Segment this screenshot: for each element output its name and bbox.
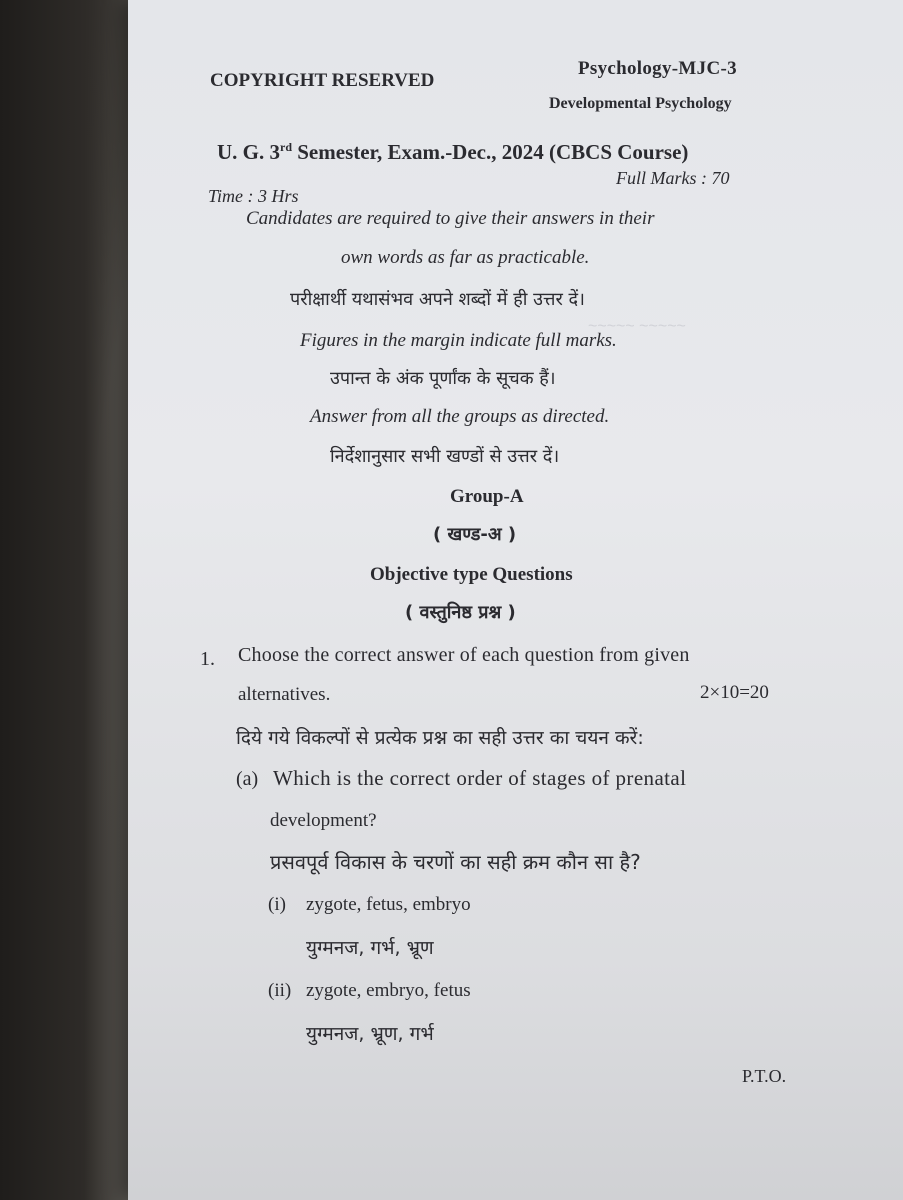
pto-label: P.T.O. [742,1066,787,1086]
instruction-line4: Answer from all the groups as directed. [310,406,610,427]
question-text-line1: Choose the correct answer of each question from given [238,644,690,666]
option-ii-text: zygote, embryo, fetus [306,980,471,1001]
part-a-label: (a) [236,768,259,790]
paper-title: Developmental Psychology [549,95,732,112]
option-i-text: zygote, fetus, embryo [306,894,471,915]
instruction-line1: Candidates are required to give their answers in their [246,208,655,229]
option-i-label: (i) [268,894,286,915]
option-ii-label: (ii) [268,980,292,1001]
time-label: Time : 3 Hrs [208,186,299,206]
course-code: Psychology-MJC-3 [578,58,737,79]
exam-line-post: Semester, Exam.-Dec., 2024 (CBCS Course) [292,140,689,164]
instruction-line3: Figures in the margin indicate full marks. [300,330,617,351]
question-text-line2: alternatives. [238,684,331,705]
question-number: 1. [200,648,215,670]
option-ii-hindi: युग्मनज, भ्रूण, गर्भ [306,1023,434,1045]
full-marks: Full Marks : 70 [616,168,730,188]
group-subtitle: Objective type Questions [370,564,573,585]
exam-line-pre: U. G. 3 [217,140,280,164]
instruction-line2: own words as far as practicable. [341,247,590,268]
question-text-hindi: दिये गये विकल्पों से प्रत्येक प्रश्न का सही उत्तर का चयन करें: [236,727,644,749]
exam-paper [128,0,903,1200]
background-shadow [0,0,140,1200]
part-a-text-line1: Which is the correct order of stages of prenatal [273,766,687,790]
option-i-hindi: युग्मनज, गर्भ, भ्रूण [306,937,434,959]
bleed-through: ~~~~~ ~~~~~ [588,318,686,335]
copyright-label: COPYRIGHT RESERVED [210,70,435,91]
instruction-line2-hindi: परीक्षार्थी यथासंभव अपने शब्दों में ही उत्तर दें। [290,289,585,310]
exam-line [217,140,688,165]
group-title-hindi: ( खण्ड-अ ) [433,524,517,545]
exam-line-sup: rd [280,140,292,154]
part-a-text-hindi: प्रसवपूर्व विकास के चरणों का सही क्रम कौन सा है? [270,850,641,874]
part-a-text-line2: development? [270,810,377,831]
instruction-line4-hindi: निर्देशानुसार सभी खण्डों से उत्तर दें। [330,446,560,467]
question-marks: 2×10=20 [700,682,769,703]
group-title: Group-A [450,486,524,507]
group-subtitle-hindi: ( वस्तुनिष्ठ प्रश्न ) [405,602,516,623]
instruction-line3-hindi: उपान्त के अंक पूर्णांक के सूचक हैं। [330,368,556,389]
